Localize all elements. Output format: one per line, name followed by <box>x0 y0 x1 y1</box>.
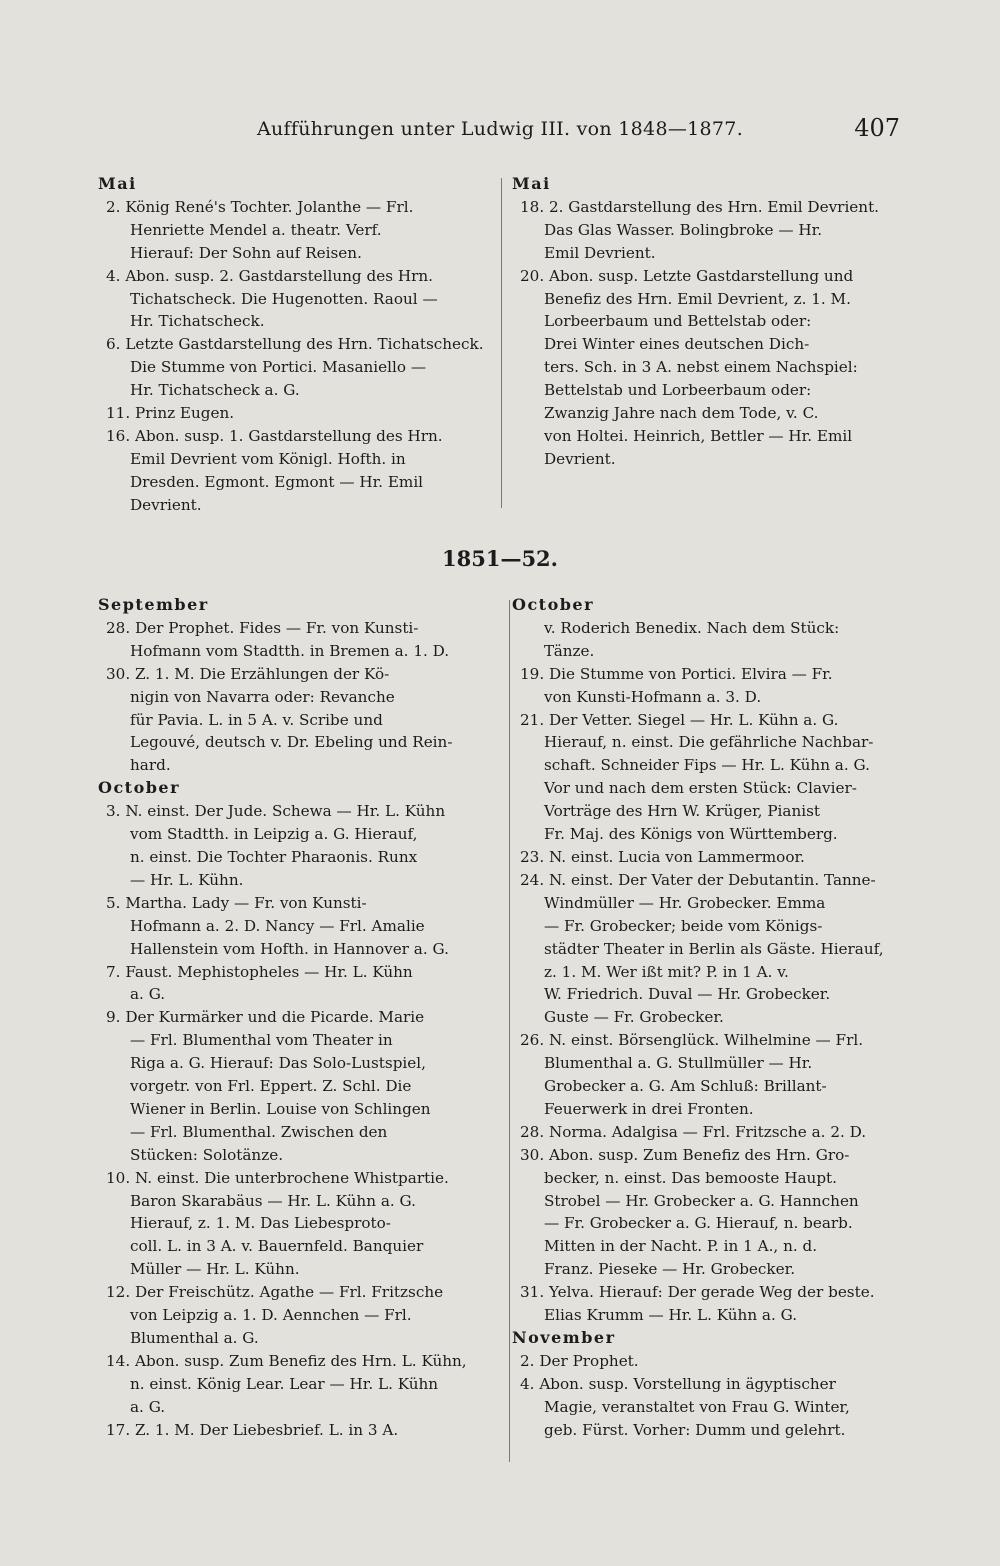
text-line: 21. Der Vetter. Siegel — Hr. L. Kühn a. G. <box>520 710 839 729</box>
text-line: 26. N. einst. Börsenglück. Wilhelmine — Frl. <box>520 1031 864 1050</box>
text-line: Tichatscheck. Die Hugenotten. Raoul — <box>130 289 438 308</box>
text-line: Elias Krumm — Hr. L. Kühn a. G. <box>544 1306 798 1325</box>
text-line: Blumenthal a. G. Stullmüller — Hr. <box>544 1054 813 1073</box>
text-line: städter Theater in Berlin als Gäste. Hierauf, <box>544 939 884 958</box>
text-line: 28. Der Prophet. Fides — Fr. von Kunsti- <box>106 618 419 637</box>
text-line: 17. Z. 1. M. Der Liebesbrief. L. in 3 A. <box>106 1420 399 1439</box>
text-line: Benefiz des Hrn. Emil Devrient, z. 1. M. <box>544 289 851 308</box>
text-line: 31. Yelva. Hierauf: Der gerade Weg der beste. <box>520 1283 875 1302</box>
text-line: a. G. <box>130 1397 166 1416</box>
text-line: 16. Abon. susp. 1. Gastdarstellung des Hrn. <box>106 426 443 445</box>
text-line: 10. N. einst. Die unterbrochene Whistpartie. <box>106 1168 449 1187</box>
text-line: für Pavia. L. in 5 A. v. Scribe und <box>130 710 383 729</box>
text-line: 2. Der Prophet. <box>520 1351 639 1370</box>
text-line: W. Friedrich. Duval — Hr. Grobecker. <box>544 985 831 1004</box>
text-line: Hr. Tichatscheck. <box>130 312 265 331</box>
text-line: 18. 2. Gastdarstellung des Hrn. Emil Devrient. <box>520 197 879 216</box>
text-line: Blumenthal a. G. <box>130 1329 259 1347</box>
text-line: 14. Abon. susp. Zum Benefiz des Hrn. L. Kühn, <box>106 1351 467 1370</box>
text-line: becker, n. einst. Das bemooste Haupt. <box>544 1168 837 1187</box>
text-line: coll. L. in 3 A. v. Bauernfeld. Banquier <box>130 1237 424 1256</box>
text-line: Zwanzig Jahre nach dem Tode, v. C. <box>544 404 819 423</box>
text-line: Drei Winter eines deutschen Dich- <box>544 335 810 354</box>
text-line: Feuerwerk in drei Fronten. <box>544 1099 754 1118</box>
text-line: 30. Z. 1. M. Die Erzählungen der Kö- <box>106 664 390 683</box>
text-line: von Leipzig a. 1. D. Aennchen — Frl. <box>130 1306 412 1325</box>
running-title: Aufführungen unter Ludwig III. von 1848—1877. <box>256 118 744 140</box>
text-line: 20. Abon. susp. Letzte Gastdarstellung und <box>520 266 854 285</box>
month-heading: October <box>98 778 181 798</box>
text-line: Emil Devrient vom Königl. Hofth. in <box>130 449 406 468</box>
text-line: — Fr. Grobecker a. G. Hierauf, n. bearb. <box>544 1214 853 1233</box>
text-line: 4. Abon. susp. Vorstellung in ägyptischer <box>520 1374 836 1393</box>
text-line: Hierauf, n. einst. Die gefährliche Nachbar- <box>544 733 874 752</box>
text-line: Das Glas Wasser. Bolingbroke — Hr. <box>544 220 823 239</box>
text-line: Henriette Mendel a. theatr. Verf. <box>130 220 382 239</box>
text-line: n. einst. König Lear. Lear — Hr. L. Kühn <box>130 1374 439 1393</box>
text-line: Mitten in der Nacht. P. in 1 A., n. d. <box>544 1237 818 1256</box>
text-line: von Holtei. Heinrich, Bettler — Hr. Emil <box>544 426 853 445</box>
text-line: — Fr. Grobecker; beide vom Königs- <box>544 916 823 935</box>
text-line: Riga a. G. Hierauf: Das Solo-Lustspiel, <box>130 1054 426 1073</box>
text-line: 11. Prinz Eugen. <box>106 404 235 423</box>
text-line: Hofmann vom Stadtth. in Bremen a. 1. D. <box>130 641 450 660</box>
text-line: Müller — Hr. L. Kühn. <box>130 1260 300 1279</box>
text-line: ters. Sch. in 3 A. nebst einem Nachspiel: <box>544 358 858 377</box>
column-top-right <box>512 173 910 471</box>
text-line: 24. N. einst. Der Vater der Debutantin. Tanne- <box>520 870 876 889</box>
text-line: vorgetr. von Frl. Eppert. Z. Schl. Die <box>130 1077 412 1096</box>
year-heading: 1851—52. <box>442 546 558 571</box>
text-line: schaft. Schneider Fips — Hr. L. Kühn a. G. <box>544 756 870 775</box>
text-line: Tänze. <box>544 641 595 660</box>
text-line: Stücken: Solotänze. <box>130 1145 284 1164</box>
text-line: Legouvé, deutsch v. Dr. Ebeling und Rein- <box>130 733 453 752</box>
text-line: Magie, veranstaltet von Frau G. Winter, <box>544 1397 850 1416</box>
column-top-left <box>98 173 496 517</box>
month-heading: November <box>512 1328 616 1347</box>
text-line: 19. Die Stumme von Portici. Elvira — Fr. <box>520 664 833 683</box>
text-line: nigin von Navarra oder: Revanche <box>130 687 395 706</box>
text-line: Bettelstab und Lorbeerbaum oder: <box>544 381 812 400</box>
text-line: — Frl. Blumenthal vom Theater in <box>130 1031 393 1050</box>
text-line: Baron Skarabäus — Hr. L. Kühn a. G. <box>130 1191 416 1210</box>
text-line: geb. Fürst. Vorher: Dumm und gelehrt. <box>544 1420 846 1439</box>
text-line: Strobel — Hr. Grobecker a. G. Hannchen <box>544 1191 859 1210</box>
month-heading: October <box>512 595 595 614</box>
text-line: 23. N. einst. Lucia von Lammermoor. <box>520 847 805 866</box>
text-line: 7. Faust. Mephistopheles — Hr. L. Kühn <box>106 962 413 981</box>
text-line: Hr. Tichatscheck a. G. <box>130 381 300 400</box>
text-line: hard. <box>130 756 171 775</box>
text-line: n. einst. Die Tochter Pharaonis. Runx <box>130 847 418 866</box>
text-line: — Frl. Blumenthal. Zwischen den <box>130 1122 388 1141</box>
text-line: 12. Der Freischütz. Agathe — Frl. Fritzsche <box>106 1283 444 1302</box>
text-line: 4. Abon. susp. 2. Gastdarstellung des Hrn. <box>106 266 433 285</box>
text-line: Hierauf, z. 1. M. Das Liebesproto- <box>130 1214 391 1233</box>
text-line: — Hr. L. Kühn. <box>130 870 244 889</box>
text-line: Hallenstein vom Hofth. in Hannover a. G. <box>130 939 449 958</box>
text-line: Grobecker a. G. Am Schluß: Brillant- <box>544 1077 827 1096</box>
text-line: Franz. Pieseke — Hr. Grobecker. <box>544 1260 796 1279</box>
text-line: Hierauf: Der Sohn auf Reisen. <box>130 243 362 262</box>
text-line: Dresden. Egmont. Egmont — Hr. Emil <box>130 472 424 491</box>
text-line: a. G. <box>130 985 166 1004</box>
month-heading: Mai <box>98 174 137 193</box>
text-line: 3. N. einst. Der Jude. Schewa — Hr. L. Kühn <box>106 802 446 821</box>
text-line: Windmüller — Hr. Grobecker. Emma <box>544 893 826 912</box>
text-line: Vor und nach dem ersten Stück: Clavier- <box>544 779 857 798</box>
column-bottom-left <box>98 594 496 1442</box>
text-line: Fr. Maj. des Königs von Württemberg. <box>544 825 838 844</box>
column-divider-bottom <box>509 600 510 1462</box>
text-line: 30. Abon. susp. Zum Benefiz des Hrn. Gro- <box>520 1145 850 1164</box>
column-bottom-right <box>512 594 910 1442</box>
column-divider-top <box>501 178 502 508</box>
text-line: Die Stumme von Portici. Masaniello — <box>130 358 427 377</box>
text-line: von Kunsti-Hofmann a. 3. D. <box>544 687 762 706</box>
text-line: Devrient. <box>130 495 202 514</box>
month-heading: September <box>98 595 209 614</box>
text-line: Lorbeerbaum und Bettelstab oder: <box>544 312 812 331</box>
text-line: Guste — Fr. Grobecker. <box>544 1008 724 1027</box>
text-line: Wiener in Berlin. Louise von Schlingen <box>130 1099 431 1118</box>
text-line: z. 1. M. Wer ißt mit? P. in 1 A. v. <box>544 962 789 981</box>
text-line: v. Roderich Benedix. Nach dem Stück: <box>544 618 840 637</box>
text-line: Vorträge des Hrn W. Krüger, Pianist <box>544 802 820 821</box>
text-line: 28. Norma. Adalgisa — Frl. Fritzsche a. 2. D. <box>520 1122 867 1141</box>
text-line: 5. Martha. Lady — Fr. von Kunsti- <box>106 893 367 912</box>
month-heading: Mai <box>512 174 551 193</box>
text-line: Emil Devrient. <box>544 243 656 262</box>
text-line: Devrient. <box>544 449 616 468</box>
text-line: vom Stadtth. in Leipzig a. G. Hierauf, <box>130 825 418 844</box>
text-line: 9. Der Kurmärker und die Picarde. Marie <box>106 1008 425 1027</box>
text-line: 2. König René's Tochter. Jolanthe — Frl. <box>106 197 414 216</box>
text-line: 6. Letzte Gastdarstellung des Hrn. Tichatscheck. <box>106 335 484 354</box>
text-line: Hofmann a. 2. D. Nancy — Frl. Amalie <box>130 916 425 935</box>
page-number: 407 <box>854 114 900 142</box>
